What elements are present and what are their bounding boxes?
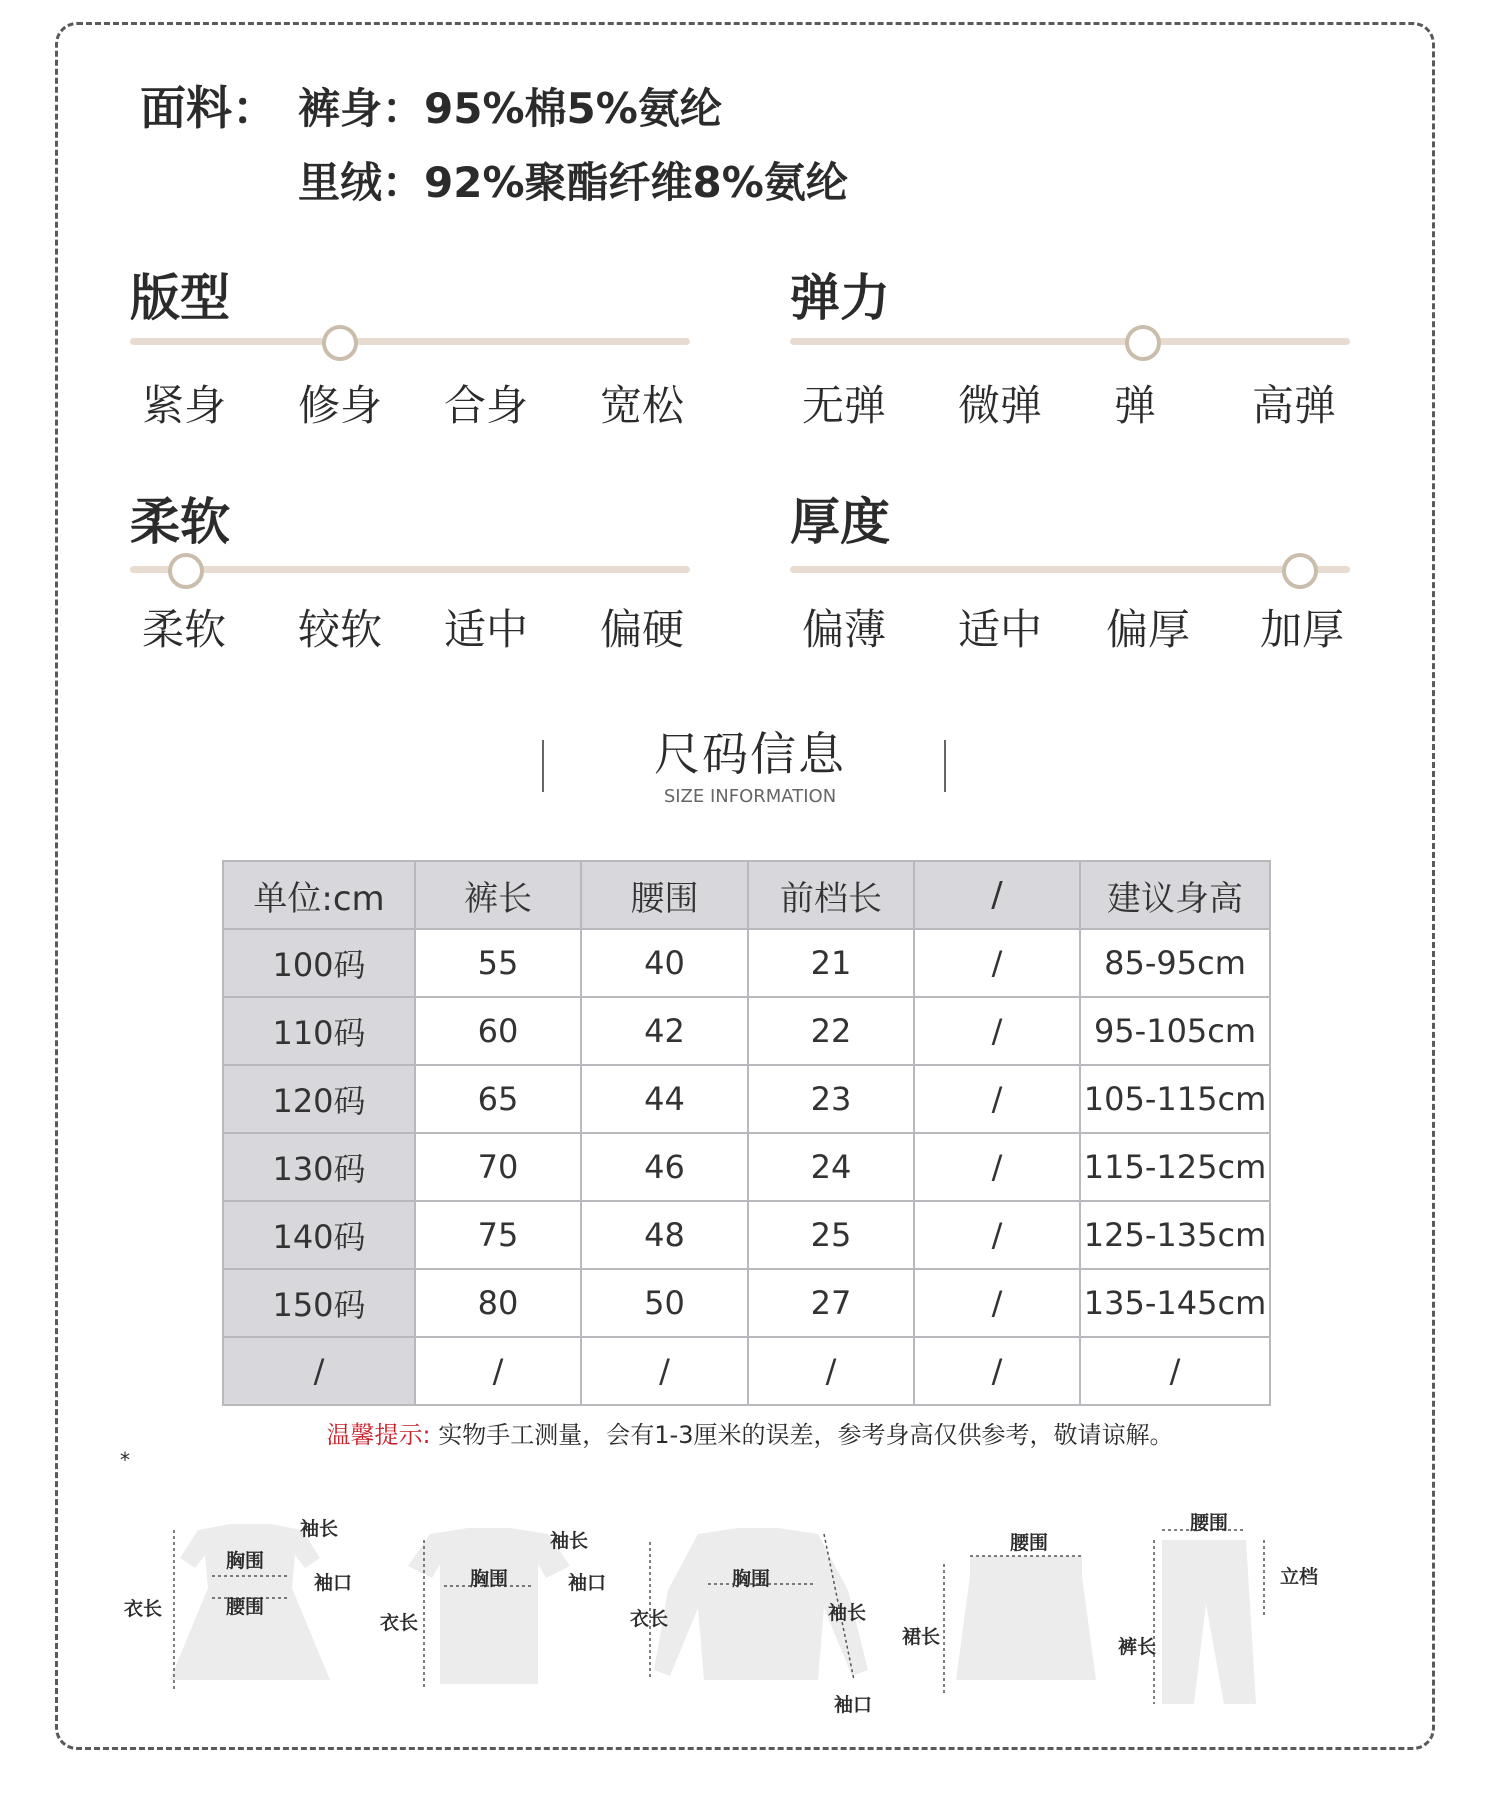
size-label-cell: 120码 bbox=[223, 1065, 415, 1133]
table-cell: / bbox=[415, 1337, 581, 1405]
tshirt-chest-label: 胸围 bbox=[470, 1568, 509, 1590]
table-cell: / bbox=[914, 1269, 1080, 1337]
scale-elasticity bbox=[790, 258, 1350, 428]
tshirt-length-label: 衣长 bbox=[380, 1612, 419, 1634]
scale-option: 柔软 bbox=[142, 605, 227, 654]
scale-thickness bbox=[790, 482, 1350, 652]
dress-waist-label: 腰围 bbox=[226, 1596, 265, 1618]
scale-option: 适中 bbox=[958, 605, 1043, 654]
table-header-cell: 前档长 bbox=[748, 861, 914, 929]
scale-track bbox=[130, 566, 690, 573]
size-label-cell: 150码 bbox=[223, 1269, 415, 1337]
scale-fit bbox=[130, 258, 690, 428]
table-row bbox=[223, 1201, 1270, 1269]
table-cell: 65 bbox=[415, 1065, 581, 1133]
scale-option: 偏薄 bbox=[802, 605, 887, 654]
table-cell: / bbox=[914, 1201, 1080, 1269]
table-cell: / bbox=[748, 1337, 914, 1405]
scale-option: 偏硬 bbox=[600, 605, 685, 654]
table-header-cell: / bbox=[914, 861, 1080, 929]
table-header-row bbox=[223, 861, 1270, 929]
dress-length-label: 衣长 bbox=[124, 1598, 163, 1620]
size-label-cell: 130码 bbox=[223, 1133, 415, 1201]
table-cell: 40 bbox=[581, 929, 748, 997]
table-cell: 115-125cm bbox=[1080, 1133, 1270, 1201]
table-cell: 125-135cm bbox=[1080, 1201, 1270, 1269]
scale-title: 弹力 bbox=[790, 269, 890, 327]
sweater-diagram bbox=[628, 1520, 888, 1730]
table-row bbox=[223, 1133, 1270, 1201]
scale-track bbox=[790, 566, 1350, 573]
scale-title: 柔软 bbox=[130, 493, 230, 551]
scale-option: 微弹 bbox=[958, 381, 1043, 430]
table-cell: 75 bbox=[415, 1201, 581, 1269]
pants-waist-label: 腰围 bbox=[1190, 1512, 1229, 1534]
table-row bbox=[223, 997, 1270, 1065]
fabric-line-pants: 裤身：95%棉5%氨纶 bbox=[298, 84, 722, 133]
scale-option: 弹 bbox=[1114, 381, 1157, 430]
table-row bbox=[223, 1065, 1270, 1133]
scale-option: 紧身 bbox=[142, 381, 227, 430]
sweater-cuff-label: 袖口 bbox=[834, 1694, 873, 1716]
scale-knob bbox=[322, 325, 358, 361]
table-cell: 60 bbox=[415, 997, 581, 1065]
table-cell: 80 bbox=[415, 1269, 581, 1337]
table-header-cell: 腰围 bbox=[581, 861, 748, 929]
table-cell: 25 bbox=[748, 1201, 914, 1269]
table-cell: 70 bbox=[415, 1133, 581, 1201]
size-info-subtitle: SIZE INFORMATION bbox=[663, 786, 837, 807]
scale-title: 版型 bbox=[130, 269, 230, 327]
skirt-length-label: 裙长 bbox=[902, 1626, 941, 1648]
size-label-cell: 100码 bbox=[223, 929, 415, 997]
tip-text: 实物手工测量，会有1-3厘米的误差，参考身高仅供参考，敬请谅解。 bbox=[438, 1421, 1174, 1449]
table-cell: 105-115cm bbox=[1080, 1065, 1270, 1133]
scale-option: 适中 bbox=[444, 605, 529, 654]
scale-option: 偏厚 bbox=[1106, 605, 1191, 654]
dress-diagram bbox=[120, 1510, 360, 1710]
pants-diagram bbox=[1118, 1508, 1348, 1708]
scale-option: 高弹 bbox=[1252, 381, 1337, 430]
pants-length-label: 裤长 bbox=[1118, 1636, 1157, 1658]
table-header-cell: 建议身高 bbox=[1080, 861, 1270, 929]
table-row bbox=[223, 1337, 1270, 1405]
scale-track bbox=[130, 338, 690, 345]
table-cell: / bbox=[914, 1133, 1080, 1201]
table-cell: 55 bbox=[415, 929, 581, 997]
table-cell: 24 bbox=[748, 1133, 914, 1201]
scale-knob bbox=[168, 553, 204, 589]
table-cell: / bbox=[914, 1065, 1080, 1133]
dress-sleeve-label: 袖长 bbox=[300, 1518, 339, 1540]
table-cell: 85-95cm bbox=[1080, 929, 1270, 997]
table-cell: 95-105cm bbox=[1080, 997, 1270, 1065]
scale-option: 合身 bbox=[444, 381, 529, 430]
scale-title: 厚度 bbox=[790, 493, 890, 551]
fabric-label: 面料： bbox=[140, 81, 278, 135]
table-cell: 22 bbox=[748, 997, 914, 1065]
scale-softness bbox=[130, 482, 690, 652]
pants-illustration bbox=[1118, 1508, 1348, 1708]
table-row bbox=[223, 929, 1270, 997]
table-row bbox=[223, 1269, 1270, 1337]
table-cell: 48 bbox=[581, 1201, 748, 1269]
table-cell: 42 bbox=[581, 997, 748, 1065]
scale-knob bbox=[1282, 553, 1318, 589]
size-table bbox=[222, 860, 1271, 1406]
scale-option: 宽松 bbox=[600, 381, 685, 430]
scale-knob bbox=[1125, 325, 1161, 361]
scale-track bbox=[790, 338, 1350, 345]
star-mark: * bbox=[120, 1448, 130, 1472]
table-header-cell: 裤长 bbox=[415, 861, 581, 929]
table-cell: / bbox=[914, 997, 1080, 1065]
tshirt-cuff-label: 袖口 bbox=[568, 1572, 607, 1594]
size-info-header bbox=[0, 718, 1500, 807]
table-cell: 50 bbox=[581, 1269, 748, 1337]
skirt-diagram bbox=[900, 1520, 1120, 1710]
size-label-cell: 140码 bbox=[223, 1201, 415, 1269]
sweater-length-label: 衣长 bbox=[630, 1608, 669, 1630]
size-label-cell: / bbox=[223, 1337, 415, 1405]
sweater-chest-label: 胸围 bbox=[732, 1568, 771, 1590]
scale-option: 加厚 bbox=[1260, 605, 1345, 654]
scale-option: 较软 bbox=[298, 605, 383, 654]
table-cell: / bbox=[1080, 1337, 1270, 1405]
tip-label: 温馨提示: bbox=[326, 1421, 431, 1449]
table-cell: 21 bbox=[748, 929, 914, 997]
dress-chest-label: 胸围 bbox=[226, 1550, 265, 1572]
tshirt-sleeve-label: 袖长 bbox=[550, 1530, 589, 1552]
table-cell: / bbox=[581, 1337, 748, 1405]
size-info-title: 尺码信息 bbox=[654, 727, 846, 781]
dress-cuff-label: 袖口 bbox=[314, 1572, 353, 1594]
table-cell: 46 bbox=[581, 1133, 748, 1201]
pants-rise-label: 立档 bbox=[1280, 1566, 1319, 1588]
skirt-waist-label: 腰围 bbox=[1010, 1532, 1049, 1554]
table-cell: / bbox=[914, 929, 1080, 997]
table-cell: 27 bbox=[748, 1269, 914, 1337]
fabric-line-lining: 里绒：92%聚酯纤维8%氨纶 bbox=[298, 158, 848, 207]
table-cell: 44 bbox=[581, 1065, 748, 1133]
size-label-cell: 110码 bbox=[223, 997, 415, 1065]
table-header-cell: 单位:cm bbox=[223, 861, 415, 929]
tip-note bbox=[0, 1415, 1500, 1450]
sweater-sleeve-label: 袖长 bbox=[828, 1602, 867, 1624]
tshirt-diagram bbox=[378, 1520, 618, 1710]
scale-option: 修身 bbox=[298, 381, 383, 430]
scale-option: 无弹 bbox=[802, 381, 887, 430]
table-cell: / bbox=[914, 1337, 1080, 1405]
table-cell: 135-145cm bbox=[1080, 1269, 1270, 1337]
table-cell: 23 bbox=[748, 1065, 914, 1133]
